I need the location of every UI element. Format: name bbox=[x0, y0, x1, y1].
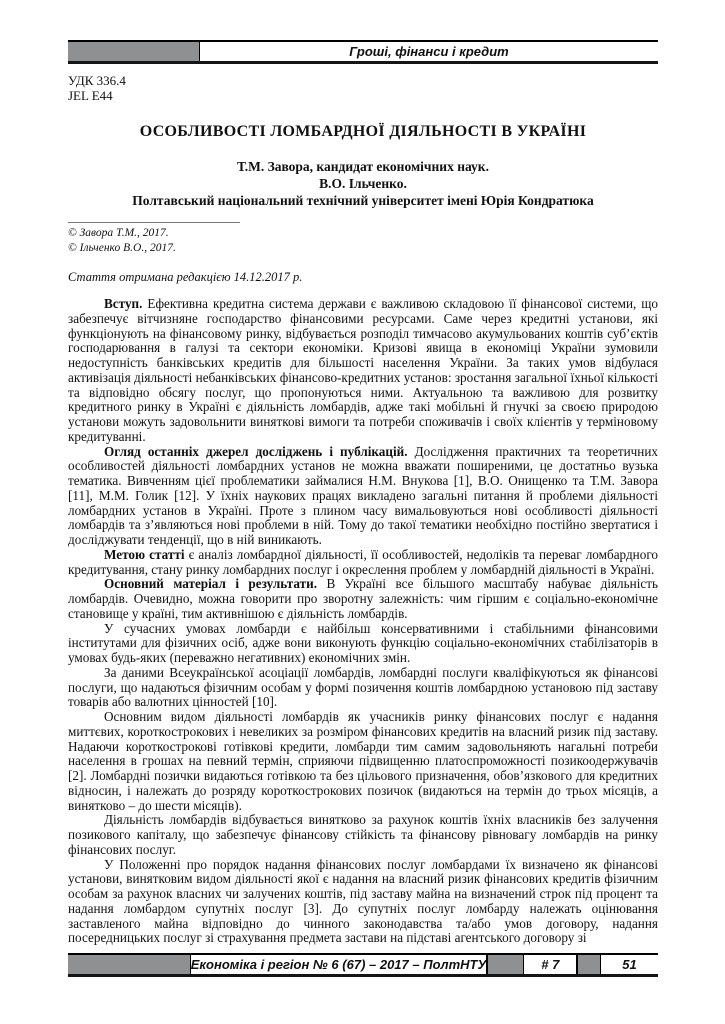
article-title: ОСОБЛИВОСТІ ЛОМБАРДНОЇ ДІЯЛЬНОСТІ В УКРАЇНІ bbox=[139, 123, 587, 140]
footer-gray-block bbox=[577, 955, 601, 974]
copyright-separator-rule bbox=[68, 222, 240, 223]
paragraph-lead: Метою статті bbox=[104, 546, 185, 562]
paragraph-review bbox=[68, 445, 658, 548]
affiliation-line: Полтавський національний технічний університет імені Юрія Кондратюка bbox=[132, 193, 594, 208]
copyright-line: © Ільченко В.О., 2017. bbox=[68, 241, 176, 254]
paragraph-text: В Україні все більшого масштабу набуває діяльність ломбардів. Очевидно, можна говорити про зворотну залежність: чим гіршим є соціально-економічне становище у країні, тим активнішою є діяльність ломбардів. bbox=[68, 576, 658, 621]
paragraph bbox=[68, 813, 658, 857]
header-gray-block bbox=[68, 42, 200, 61]
copyright-line: © Завора Т.М., 2017. bbox=[68, 227, 169, 239]
authors-block bbox=[68, 158, 658, 209]
paragraph-text: За даними Всеукраїнської асоціації ломбардів, ломбардні послуги кваліфікуються як фінансові послуги, що надаються фізичним особам у формі позичення коштів ломбардною установою під заставу товарів або валютних цінностей [10]. bbox=[68, 664, 658, 710]
author-line: Т.М. Завора, кандидат економічних наук. bbox=[237, 159, 489, 174]
paragraph-text: У Положенні про порядок надання фінансових послуг ломбардами їх визначено як фінансові установи, винятковим видом діяльності якої є надання на власний ризик фінансових кредитів фізичним особам за рахунок власних чи залучених коштів, під заставу майна на визначений строк під процент та надання ломбардом супутніх послуг [3]. До супутніх послуг ломбарду належать оцінювання заставленого майна відповідно до чинного законодавства та/або умов договору, надання посередницьких послуг зі страхування предмета застави на підставі агентського договору зі bbox=[68, 856, 658, 946]
paragraph-text: Основним видом діяльності ломбардів як учасників ринку фінансових послуг є надання миттєвих, короткострокових і невеликих за розміром фінансових кредитів на власний ризик під заставу. Надаючи короткострокові готівкові кредити, ломбарди тим самим задовольняють нагальні потреби населення в грошах на певний термін, сприяючи підвищенню платоспроможності позикоодержувачів [2]. Ломбардні позички видаються готівкою та без цільового призначення, обов’язкового для кредитних відносин, і належать до розряду короткострокових позичок (видаються на термін до трьох місяців, а винятково – до шести місяців). bbox=[68, 709, 658, 813]
classification-block bbox=[68, 73, 658, 103]
jel-code: JEL E44 bbox=[68, 88, 113, 103]
paragraph-text: У сучасних умовах ломбарди є найбільш консервативними і стабільними фінансовими інститутами для фізичних осіб, адже вони виконують функцію соціально-економічних стабілізаторів в умовах будь-яких (переважно негативних) економічних змін. bbox=[68, 620, 658, 665]
paragraph-main bbox=[68, 577, 658, 621]
section-title: Гроші, фінанси і кредит bbox=[200, 42, 658, 61]
udk-code: УДК 336.4 bbox=[68, 73, 126, 88]
paragraph-intro bbox=[68, 297, 658, 445]
page-footer-bar bbox=[68, 953, 658, 977]
paragraph bbox=[68, 666, 658, 710]
section-header-bar bbox=[68, 40, 658, 64]
article-body bbox=[68, 297, 658, 959]
paragraph-text: Ефективна кредитна система держави є важливою складовою її фінансової системи, що забезпечує вітчизняне господарство фінансовими ресурсами. Саме через кредитні установи, які функціонують на фінансовому ринку, відбувається розподіл тимчасово акумульованих коштів суб’єктів господарювання в галузі та сектори економіки. Кризові явища в економіці України зумовили недоступність банківських кредитів для більшості населення України. За таких умов відбулася активізація діяльності небанківських фінансово-кредитних установ: зростання загальної їхньої кількості та відповідно обсягу послуг, що пропонуються ними. Актуальною та важливою для розвитку кредитного ринку в Україні є діяльність ломбардів, адже такі мобільні й гнучкі за своєю природою установи можуть задовольнити виняткові вимоги та потреби споживачів і своїх клієнтів у терміновому кредитуванні. bbox=[68, 297, 658, 444]
paragraph-text: є аналіз ломбардної діяльності, її особливостей, недоліків та переваг ломбардного кредитування, стану ринку ломбардних послуг і окреслення проблем у ломбардній діяльності в Україні. bbox=[68, 546, 658, 577]
paragraph bbox=[68, 858, 658, 947]
paragraph-lead: Огляд останніх джерел досліджень і публікацій. bbox=[104, 443, 408, 459]
copyright-block bbox=[68, 222, 658, 255]
footer-issue: # 7 bbox=[524, 955, 577, 974]
paragraph-lead: Вступ. bbox=[104, 297, 143, 311]
page-content bbox=[68, 0, 658, 959]
footer-gray-block bbox=[68, 955, 191, 974]
footer-journal-line: Економіка і регіон № 6 (67) – 2017 – ПолтНТУ bbox=[190, 957, 487, 972]
paragraph-text: Дослідження практичних та теоретичних особливостей діяльності ломбардних установ не можна вважати поширеними, це достатньо вузька тематика. Вивченням цієї проблематики займалися Н.М. Внукова [1], В.О. Онищенко та Т.М. Завора [11], М.М. Голик [12]. У їхніх наукових працях викладено загальні питання й проблеми діяльності ломбардних установ в Україні. Проте з плином часу вимальовуються нові особливості діяльності ломбардів та з’являються нові проблеми в ній. Тому до такої тематики необхідно постійно звертатися і досліджувати тенденції, що в ній виникають. bbox=[68, 443, 658, 547]
footer-page-number: 51 bbox=[601, 955, 658, 974]
author-line: В.О. Ільченко. bbox=[319, 176, 407, 191]
paragraph bbox=[68, 622, 658, 666]
paragraph-goal bbox=[68, 548, 658, 578]
paragraph-text: Діяльність ломбардів відбувається винятково за рахунок коштів їхніх власників без залучення позикового капіталу, що забезпечує фінансову стійкість та фінансову рівновагу ломбардів на ринку фінансових послуг. bbox=[68, 812, 658, 857]
received-date-line: Стаття отримана редакцією 14.12.2017 р. bbox=[68, 270, 303, 284]
footer-gray-block bbox=[487, 955, 524, 974]
paragraph-lead: Основний матеріал і результати. bbox=[104, 576, 318, 592]
paragraph bbox=[68, 710, 658, 813]
